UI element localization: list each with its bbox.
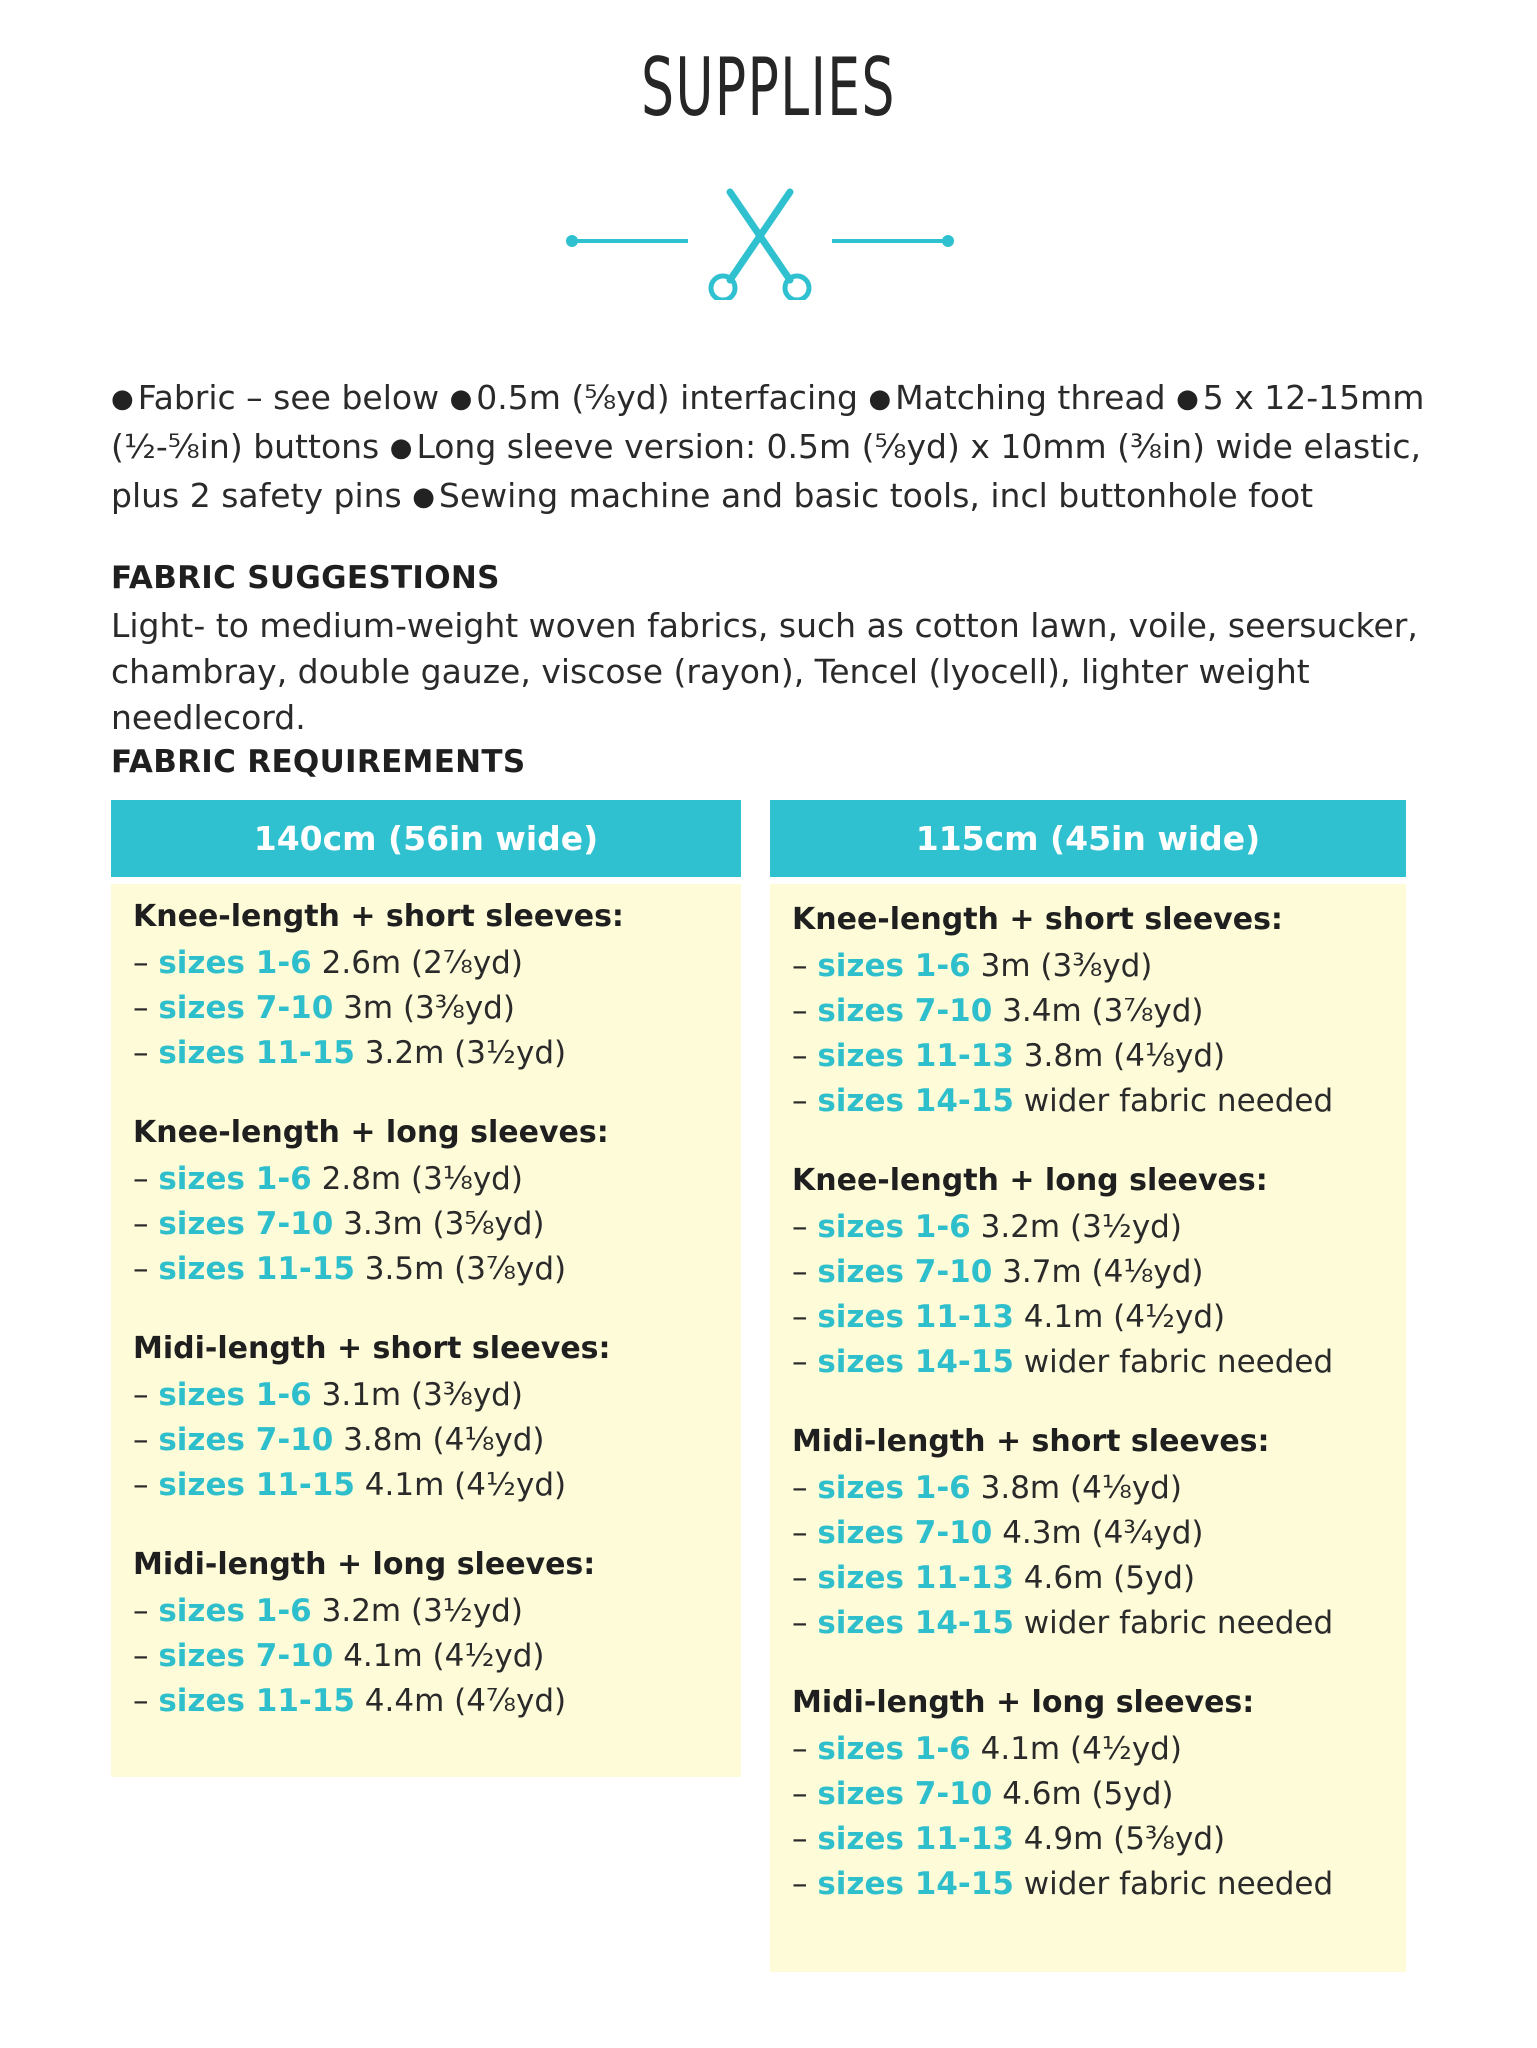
- requirement-row: [792, 1556, 1406, 1601]
- size-range: sizes 1-6: [817, 1209, 971, 1245]
- bullet-icon: ●: [111, 384, 134, 414]
- size-range: sizes 11-15: [158, 1251, 355, 1287]
- fabric-amount: 3.4m (3⅞yd): [1002, 993, 1204, 1029]
- size-range: sizes 7-10: [817, 993, 993, 1029]
- column-header-140cm: 140cm (56in wide): [111, 800, 741, 877]
- size-range: sizes 1-6: [158, 1161, 312, 1197]
- group-title: Midi-length + long sleeves:: [133, 1547, 596, 1582]
- dash-marker: –: [792, 1344, 818, 1380]
- requirement-row: [792, 1250, 1406, 1295]
- size-range: sizes 11-13: [817, 1821, 1014, 1857]
- requirement-group: [133, 1326, 741, 1508]
- supplies-list: [111, 375, 1431, 522]
- requirement-row: [133, 1463, 741, 1508]
- size-range: sizes 14-15: [817, 1605, 1014, 1641]
- bullet-icon: ●: [389, 433, 413, 463]
- supply-item: 0.5m (⅝yd) interfacing: [476, 378, 858, 417]
- requirement-row: [133, 1157, 741, 1202]
- fabric-amount: 4.3m (4¾yd): [1002, 1515, 1204, 1551]
- requirements-column-140cm: [111, 884, 741, 1777]
- fabric-requirements-heading: FABRIC REQUIREMENTS: [111, 744, 526, 780]
- requirement-group: [792, 1158, 1406, 1385]
- dash-marker: –: [133, 1467, 159, 1503]
- dash-marker: –: [792, 1083, 818, 1119]
- size-range: sizes 1-6: [817, 948, 971, 984]
- fabric-amount: 4.9m (5⅜yd): [1023, 1821, 1226, 1857]
- dash-marker: –: [133, 945, 159, 981]
- requirement-row: [792, 1772, 1406, 1817]
- fabric-amount: wider fabric needed: [1023, 1083, 1334, 1119]
- requirement-group: [133, 894, 741, 1076]
- size-range: sizes 11-15: [158, 1467, 355, 1503]
- dash-marker: –: [792, 1866, 818, 1902]
- requirement-row: [133, 1202, 741, 1247]
- fabric-amount: 2.8m (3⅛yd): [321, 1161, 523, 1197]
- dash-marker: –: [792, 1038, 818, 1074]
- fabric-amount: wider fabric needed: [1023, 1605, 1334, 1641]
- requirement-row: [133, 1418, 741, 1463]
- scissors-icon: [711, 192, 809, 300]
- dash-marker: –: [133, 1035, 159, 1071]
- fabric-amount: 3.7m (4⅛yd): [1002, 1254, 1204, 1290]
- size-range: sizes 11-13: [817, 1299, 1014, 1335]
- group-title: Midi-length + long sleeves:: [792, 1685, 1255, 1720]
- fabric-amount: wider fabric needed: [1023, 1866, 1334, 1902]
- size-range: sizes 7-10: [158, 1206, 334, 1242]
- scissors-divider: [560, 180, 980, 300]
- fabric-amount: 3.3m (3⅝yd): [343, 1206, 545, 1242]
- requirement-group: [792, 897, 1406, 1124]
- requirement-row: [133, 1373, 741, 1418]
- bullet-icon: ●: [449, 384, 473, 414]
- dash-marker: –: [792, 1299, 818, 1335]
- requirement-row: [792, 1727, 1406, 1772]
- supply-item: Matching thread: [895, 378, 1166, 417]
- size-range: sizes 1-6: [158, 1377, 312, 1413]
- size-range: sizes 14-15: [817, 1866, 1014, 1902]
- requirement-row: [792, 1466, 1406, 1511]
- fabric-suggestions-heading: FABRIC SUGGESTIONS: [111, 560, 500, 596]
- size-range: sizes 14-15: [817, 1344, 1014, 1380]
- dash-marker: –: [792, 1560, 818, 1596]
- size-range: sizes 11-13: [817, 1038, 1014, 1074]
- size-range: sizes 7-10: [158, 1638, 334, 1674]
- size-range: sizes 11-15: [158, 1035, 355, 1071]
- dash-marker: –: [792, 1776, 818, 1812]
- fabric-amount: 2.6m (2⅞yd): [321, 945, 523, 981]
- requirement-row: [133, 1634, 741, 1679]
- dash-marker: –: [792, 1821, 818, 1857]
- dash-marker: –: [133, 1161, 159, 1197]
- size-range: sizes 1-6: [158, 1593, 312, 1629]
- requirement-row: [792, 1295, 1406, 1340]
- supply-item: Fabric – see below: [137, 378, 440, 417]
- page-title: SUPPLIES: [641, 41, 896, 134]
- size-range: sizes 7-10: [158, 1422, 334, 1458]
- fabric-amount: 4.1m (4½yd): [343, 1638, 545, 1674]
- requirement-row: [792, 1817, 1406, 1862]
- size-range: sizes 7-10: [817, 1254, 993, 1290]
- fabric-amount: 3m (3⅜yd): [343, 990, 515, 1026]
- dash-marker: –: [792, 948, 818, 984]
- dash-marker: –: [133, 1422, 159, 1458]
- fabric-amount: 4.1m (4½yd): [364, 1467, 567, 1503]
- dash-marker: –: [792, 1731, 818, 1767]
- requirement-row: [792, 1205, 1406, 1250]
- dash-marker: –: [792, 1254, 818, 1290]
- fabric-amount: 3.1m (3⅜yd): [321, 1377, 523, 1413]
- group-title: Knee-length + long sleeves:: [133, 1115, 609, 1150]
- requirement-row: [133, 986, 741, 1031]
- dash-marker: –: [792, 1515, 818, 1551]
- bullet-icon: ●: [868, 384, 892, 414]
- dash-marker: –: [792, 993, 818, 1029]
- requirements-column-115cm: [770, 884, 1406, 1972]
- requirement-row: [792, 1511, 1406, 1556]
- dash-marker: –: [133, 1683, 159, 1719]
- requirement-row: [792, 1862, 1406, 1907]
- requirement-row: [792, 1079, 1406, 1124]
- size-range: sizes 1-6: [817, 1470, 971, 1506]
- bullet-icon: ●: [1176, 384, 1199, 414]
- fabric-amount: 3.2m (3½yd): [321, 1593, 523, 1629]
- fabric-amount: 4.6m (5yd): [1023, 1560, 1196, 1596]
- fabric-amount: 3.8m (4⅛yd): [1023, 1038, 1226, 1074]
- fabric-amount: 3m (3⅜yd): [980, 948, 1153, 984]
- fabric-amount: 4.6m (5yd): [1002, 1776, 1174, 1812]
- size-range: sizes 14-15: [817, 1083, 1014, 1119]
- fabric-amount: 4.4m (4⅞yd): [364, 1683, 567, 1719]
- group-title: Knee-length + short sleeves:: [133, 899, 624, 934]
- fabric-amount: 4.1m (4½yd): [1023, 1299, 1226, 1335]
- column-header-115cm: 115cm (45in wide): [770, 800, 1406, 877]
- group-title: Midi-length + short sleeves:: [792, 1424, 1270, 1459]
- fabric-amount: 3.8m (4⅛yd): [343, 1422, 545, 1458]
- requirement-group: [133, 1542, 741, 1724]
- fabric-amount: 3.2m (3½yd): [980, 1209, 1182, 1245]
- requirement-row: [133, 1247, 741, 1292]
- dash-marker: –: [133, 990, 159, 1026]
- size-range: sizes 11-13: [817, 1560, 1014, 1596]
- fabric-amount: 3.8m (4⅛yd): [980, 1470, 1182, 1506]
- supply-item: 5 x 12-15mm (½-⅝in) buttons: [111, 378, 1425, 466]
- dash-marker: –: [133, 1377, 159, 1413]
- requirement-row: [792, 1034, 1406, 1079]
- group-title: Knee-length + short sleeves:: [792, 902, 1283, 937]
- requirement-row: [792, 1340, 1406, 1385]
- fabric-amount: 3.2m (3½yd): [364, 1035, 567, 1071]
- group-title: Knee-length + long sleeves:: [792, 1163, 1268, 1198]
- right-line-decoration: [832, 235, 954, 247]
- requirement-group: [133, 1110, 741, 1292]
- requirement-group: [792, 1419, 1406, 1646]
- fabric-amount: 4.1m (4½yd): [980, 1731, 1182, 1767]
- requirement-row: [133, 1679, 741, 1724]
- supply-item: Sewing machine and basic tools, incl buttonhole foot: [438, 476, 1314, 515]
- dash-marker: –: [133, 1593, 159, 1629]
- dash-marker: –: [792, 1209, 818, 1245]
- requirement-row: [133, 1031, 741, 1076]
- requirement-row: [133, 1589, 741, 1634]
- dash-marker: –: [133, 1206, 159, 1242]
- requirement-group: [792, 1680, 1406, 1907]
- dash-marker: –: [792, 1470, 818, 1506]
- left-line-decoration: [566, 235, 688, 247]
- requirement-row: [792, 944, 1406, 989]
- supply-item: Long sleeve version: 0.5m (⅝yd) x 10mm (⅜in) wide elastic, plus 2 safety pins: [111, 427, 1421, 515]
- dash-marker: –: [133, 1251, 159, 1287]
- dash-marker: –: [133, 1638, 159, 1674]
- size-range: sizes 7-10: [817, 1515, 993, 1551]
- fabric-suggestions-text: Light- to medium-weight woven fabrics, such as cotton lawn, voile, seersucker, chambray, double gauze, viscose (rayon), Tencel (lyocell), lighter weight needlecord.: [111, 606, 1418, 737]
- dash-marker: –: [792, 1605, 818, 1641]
- size-range: sizes 11-15: [158, 1683, 355, 1719]
- fabric-amount: wider fabric needed: [1023, 1344, 1334, 1380]
- requirement-row: [792, 1601, 1406, 1646]
- bullet-icon: ●: [412, 482, 435, 512]
- size-range: sizes 7-10: [817, 1776, 993, 1812]
- size-range: sizes 1-6: [158, 945, 312, 981]
- requirement-row: [133, 941, 741, 986]
- size-range: sizes 1-6: [817, 1731, 971, 1767]
- size-range: sizes 7-10: [158, 990, 334, 1026]
- fabric-amount: 3.5m (3⅞yd): [364, 1251, 567, 1287]
- group-title: Midi-length + short sleeves:: [133, 1331, 611, 1366]
- requirement-row: [792, 989, 1406, 1034]
